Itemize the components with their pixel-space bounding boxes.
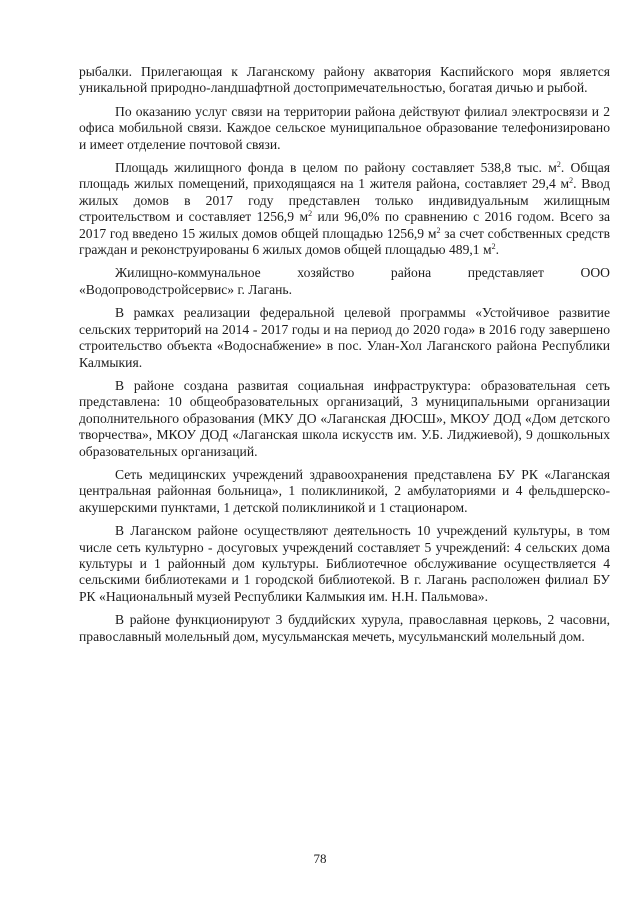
paragraph-communications: По оказанию услуг связи на территории района действуют филиал электросвязи и 2 офиса мобильной связи. Каждое сельское муниципальное образование телефонизировано и имеет отделение почтовой связи. xyxy=(79,103,610,152)
square-exponent: 2 xyxy=(491,242,496,252)
paragraph-education: В районе создана развитая социальная инфраструктура: образовательная сеть представлена: 10 общеобразовательных организаций, 3 муниципальными организации дополнительного образования (МКУ ДО «Лаганская ДЮСШ», МКОУ ДОД «Дом детского творчества», МКОУ ДОД «Лаганская школа искусств им. У.Б. Лиджиевой), 9 дошкольных образовательных организаций. xyxy=(79,377,610,459)
paragraph-religion: В районе функционируют 3 буддийских хурула, православная церковь, 2 часовни, православный молельный дом, мусульманская мечеть, мусульманский молельный дом. xyxy=(79,612,610,644)
paragraph-culture: В Лаганском районе осуществляют деятельность 10 учреждений культуры, в том числе сеть культурно - досуговых учреждений составляет 5 учреждений: 4 сельских дома культуры и 1 районный дом культуры. Библиотечное обслуживание осуществляется 4 сельскими библиотеками и 1 городской библиотекой. В г. Лагань расположен филиал БУ РК «Национальный музей Республики Калмыкия им. Н.Н. Пальмова». xyxy=(79,523,610,604)
square-exponent: 2 xyxy=(569,176,574,186)
body-text xyxy=(79,64,610,652)
paragraph-utilities: Жилищно-коммунальное хозяйство района представляет ООО «Водопроводстройсервис» г. Лагань. xyxy=(79,265,610,297)
paragraph-housing-stock: Площадь жилищного фонда в целом по району составляет 538,8 тыс. $м^2$. Общая площадь жилых помещений, приходящаяся на 1 жителя района, составляет 29,4 $м^2$. Ввод жилых домов в 2017 году представлен только индивидуальным жилищным строительством и составляет 1256,9 $м^2$ или 96,0% по сравнению с 2016 годом. Всего за 2017 год введено 15 жилых домов общей площадью 1256,9 $м^2$ за счет собственных средств граждан и реконструированы 6 жилых домов общей площадью 489,1 $м^2$. xyxy=(79,160,611,258)
square-exponent: 2 xyxy=(556,160,561,170)
page-number: 78 xyxy=(313,851,327,866)
paragraph-federal-program: В рамках реализации федеральной целевой программы «Устойчивое развитие сельских территорий на 2014 - 2017 годы и на период до 2020 года» в 2016 году завершено строительство объекта «Водоснабжение» в пос. Улан-Хол Лаганского района Республики Калмыкия. xyxy=(79,305,610,370)
square-exponent: 2 xyxy=(436,225,441,235)
paragraph-healthcare: Сеть медицинских учреждений здравоохранения представлена БУ РК «Лаганская центральная районная больница», 1 поликлиникой, 2 амбулаториями и 4 фельдшерско-акушерскими пунктами, 1 детской поликлиникой и 1 стационаром. xyxy=(79,466,610,515)
square-exponent: 2 xyxy=(308,209,313,219)
paragraph-fishing-caspian: рыбалки. Прилегающая к Лаганскому району акватория Каспийского моря является уникальной природно-ландшафтной достопримечательностью, богатая дичью и рыбой. xyxy=(79,64,610,96)
